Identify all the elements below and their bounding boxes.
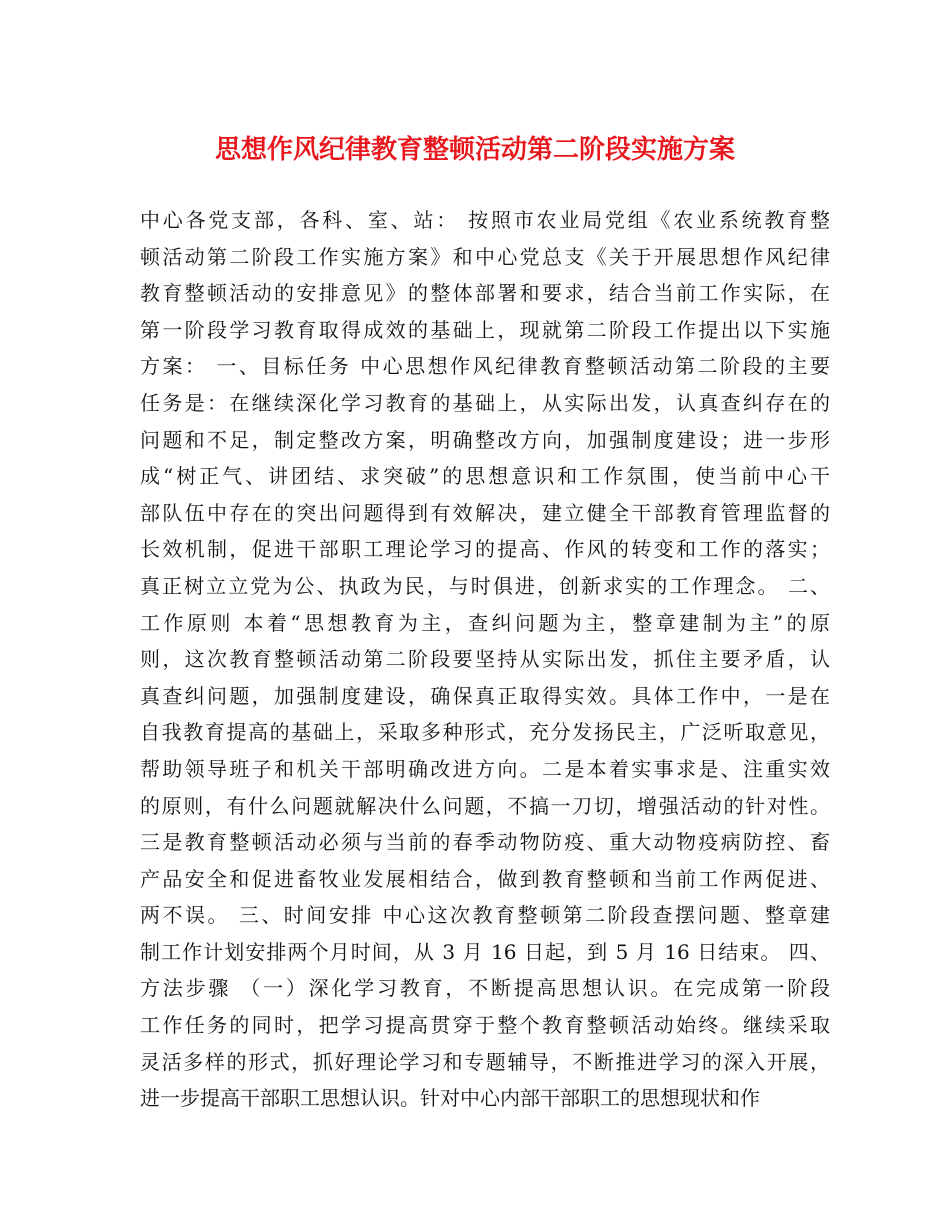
body-line: 第一阶段学习教育取得成效的基础上，现就第二阶段工作提出以下实施 (140, 317, 830, 342)
body-line: 帮助领导班子和机关干部明确改进方向。二是本着实事求是、注重实效 (140, 756, 830, 781)
body-line: 方法步骤 （一）深化学习教育，不断提高思想认识。在完成第一阶段 (140, 976, 830, 1001)
document-body (140, 202, 830, 1117)
body-line: 则，这次教育整顿活动第二阶段要坚持从实际出发，抓住主要矛盾，认 (140, 647, 830, 672)
body-line: 三是教育整顿活动必须与当前的春季动物防疫、重大动物疫病防控、畜 (140, 830, 830, 855)
body-line: 工作任务的同时，把学习提高贯穿于整个教育整顿活动始终。继续采取 (140, 1013, 830, 1038)
body-line: 方案： 一、目标任务 中心思想作风纪律教育整顿活动第二阶段的主要 (140, 354, 830, 379)
body-line: 产品安全和促进畜牧业发展相结合，做到教育整顿和当前工作两促进、 (140, 866, 830, 891)
body-line: 中心各党支部，各科、室、站： 按照市农业局党组《农业系统教育整 (140, 208, 830, 232)
body-line: 灵活多样的形式，抓好理论学习和专题辅导，不断推进学习的深入开展， (140, 1049, 830, 1074)
body-line: 工作原则 本着“思想教育为主，查纠问题为主，整章建制为主”的原 (140, 610, 830, 635)
body-line: 自我教育提高的基础上，采取多种形式，充分发扬民主，广泛听取意见， (140, 720, 830, 745)
body-line: 任务是：在继续深化学习教育的基础上，从实际出发，认真查纠存在的 (140, 390, 830, 415)
document-title: 思想作风纪律教育整顿活动第二阶段实施方案 (214, 135, 735, 165)
body-line: 两不误。 三、时间安排 中心这次教育整顿第二阶段查摆问题、整章建 (140, 903, 830, 928)
body-line: 制工作计划安排两个月时间，从 3 月 16 日起，到 5 月 16 日结束。 四、 (140, 939, 830, 964)
body-line: 进一步提高干部职工思想认识。针对中心内部干部职工的思想现状和作 (140, 1086, 760, 1111)
body-line: 成“树正气、讲团结、求突破”的思想意识和工作氛围，使当前中心干 (140, 464, 830, 489)
body-line: 顿活动第二阶段工作实施方案》和中心党总支《关于开展思想作风纪律 (140, 244, 830, 269)
body-line: 问题和不足，制定整改方案，明确整改方向，加强制度建设；进一步形 (140, 427, 830, 452)
body-line: 真查纠问题，加强制度建设，确保真正取得实效。具体工作中，一是在 (140, 683, 830, 708)
body-line: 部队伍中存在的突出问题得到有效解决，建立健全干部教育管理监督的 (140, 500, 830, 525)
body-line: 长效机制，促进干部职工理论学习的提高、作风的转变和工作的落实； (140, 537, 830, 562)
body-line: 真正树立立党为公、执政为民，与时俱进，创新求实的工作理念。 二、 (140, 573, 830, 598)
body-line: 教育整顿活动的安排意见》的整体部署和要求，结合当前工作实际，在 (140, 281, 830, 306)
body-line: 的原则，有什么问题就解决什么问题，不搞一刀切，增强活动的针对性。 (140, 793, 830, 818)
